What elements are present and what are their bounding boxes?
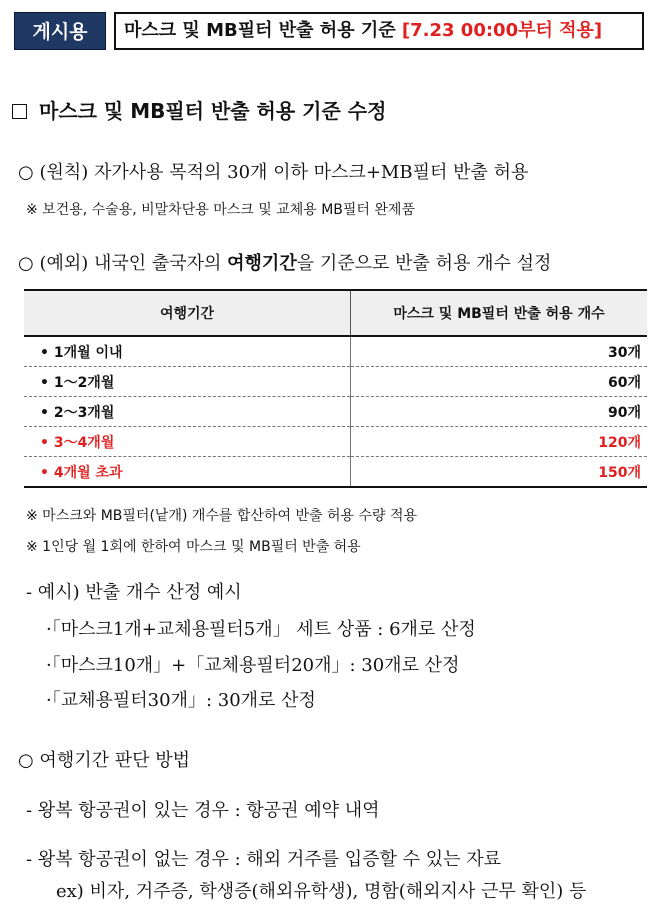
table-row — [24, 336, 647, 367]
header-title: 마스크 및 MB필터 반출 허용 기준 — [124, 20, 396, 41]
posting-tag: 게시용 — [14, 12, 106, 50]
table-cell-period: • 1개월 이내 — [24, 336, 351, 367]
rule-line — [18, 158, 528, 184]
table-cell-count: 30개 — [351, 336, 648, 367]
table-row — [24, 367, 647, 397]
table-row — [24, 457, 647, 488]
table-cell-count: 60개 — [351, 367, 648, 397]
allowance-table — [24, 289, 647, 488]
note-product-types: ※ 보건용, 수술용, 비말차단용 마스크 및 교체용 MB필터 완제품 — [26, 202, 415, 218]
header-title-box — [114, 12, 644, 50]
rule-text: (원칙) 자가사용 목적의 30개 이하 마스크+MB필터 반출 허용 — [39, 162, 529, 183]
table-cell-count: 150개 — [351, 457, 648, 488]
judgement-title: ○ 여행기간 판단 방법 — [18, 750, 190, 771]
judgement-case-roundtrip: - 왕복 항공권이 있는 경우 : 항공권 예약 내역 — [26, 800, 380, 821]
table-cell-count: 120개 — [351, 427, 648, 457]
exception-prefix: (예외) 내국인 출국자의 — [39, 253, 228, 274]
table-cell-count: 90개 — [351, 397, 648, 427]
exception-line — [18, 249, 551, 275]
table-cell-period: • 4개월 초과 — [24, 457, 351, 488]
header-banner — [14, 12, 644, 50]
example-item: ·「마스크1개+교체용필터5개」 세트 상품 : 6개로 산정 — [46, 619, 476, 640]
example-item: ·「교체용필터30개」: 30개로 산정 — [46, 690, 316, 711]
table-header-period: 여행기간 — [24, 290, 351, 336]
judgement-case-no-roundtrip: - 왕복 항공권이 없는 경우 : 해외 거주를 입증할 수 있는 자료 — [26, 849, 502, 870]
exception-bold: 여행기간 — [227, 253, 297, 274]
table-cell-period: • 3～4개월 — [24, 427, 351, 457]
table-header-row — [24, 290, 647, 336]
table-row — [24, 427, 647, 457]
table-cell-period: • 1～2개월 — [24, 367, 351, 397]
checkbox-square-icon — [12, 104, 27, 119]
table-row — [24, 397, 647, 427]
note-combined-count: ※ 마스크와 MB필터(낱개) 개수를 합산하여 반출 허용 수량 적용 — [26, 508, 417, 524]
circle-bullet-icon: ○ — [18, 253, 34, 274]
section-title — [12, 95, 386, 124]
table-header-count: 마스크 및 MB필터 반출 허용 개수 — [351, 290, 648, 336]
header-effective-date: [7.23 00:00부터 적용] — [401, 20, 603, 41]
judgement-case-evidence: ex) 비자, 거주증, 학생증(해외유학생), 명함(해외지사 근무 확인) 등 — [56, 881, 587, 902]
table-cell-period: • 2～3개월 — [24, 397, 351, 427]
note-monthly-limit: ※ 1인당 월 1회에 한하여 마스크 및 MB필터 반출 허용 — [26, 539, 361, 555]
exception-suffix: 을 기준으로 반출 허용 개수 설정 — [296, 253, 552, 274]
example-title: - 예시) 반출 개수 산정 예시 — [26, 582, 242, 603]
circle-bullet-icon: ○ — [18, 162, 34, 183]
example-item: ·「마스크10개」+「교체용필터20개」: 30개로 산정 — [46, 655, 460, 676]
section-title-text: 마스크 및 MB필터 반출 허용 기준 수정 — [39, 99, 387, 123]
